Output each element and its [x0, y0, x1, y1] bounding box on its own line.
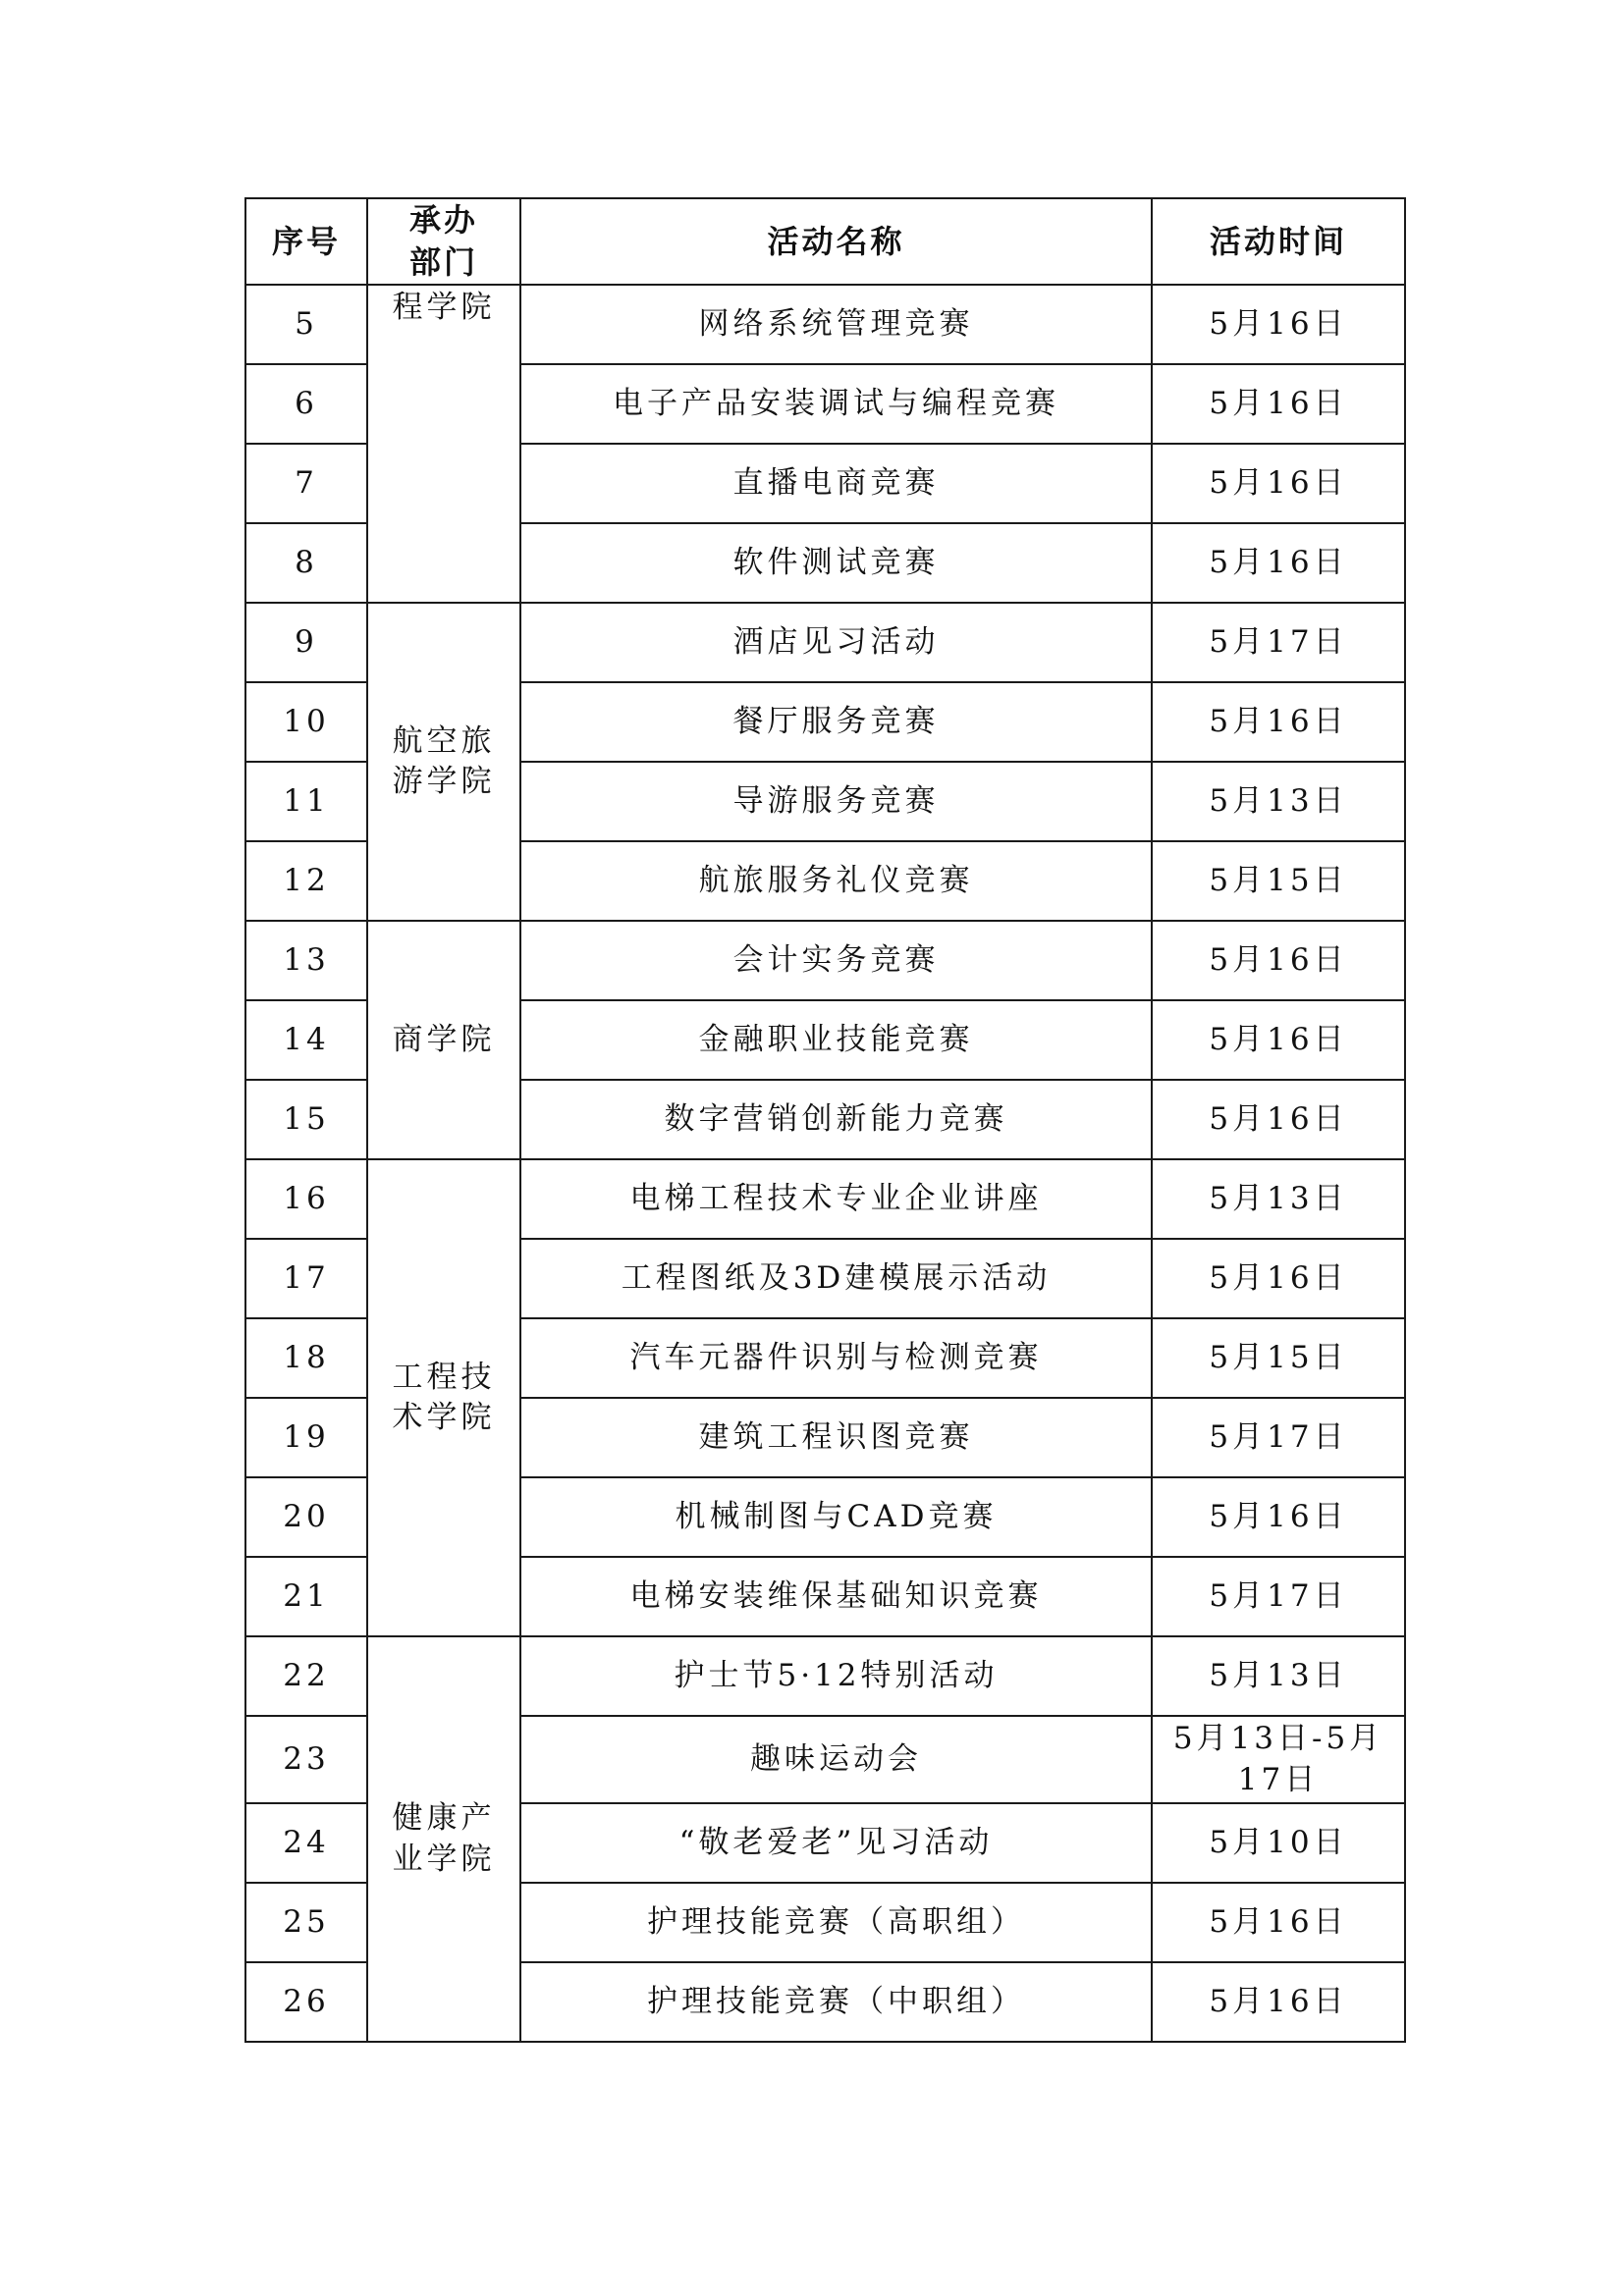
row-no: 15	[245, 1080, 367, 1159]
row-name: 电梯安装维保基础知识竞赛	[520, 1557, 1152, 1636]
row-name: 金融职业技能竞赛	[520, 1000, 1152, 1080]
table-row	[245, 1159, 1405, 1239]
activity-table	[244, 197, 1406, 2043]
row-name: 餐厅服务竞赛	[520, 682, 1152, 762]
row-date: 5月16日	[1152, 1000, 1405, 1080]
header-date: 活动时间	[1152, 198, 1405, 285]
row-name: 护理技能竞赛（中职组）	[520, 1962, 1152, 2042]
row-date: 5月17日	[1152, 1557, 1405, 1636]
row-no: 7	[245, 444, 367, 523]
dept-line: 商学院	[392, 1021, 496, 1057]
row-name: 酒店见习活动	[520, 603, 1152, 682]
header-dept	[367, 198, 520, 285]
dept-cell	[367, 921, 520, 1159]
row-date: 5月13日	[1152, 1636, 1405, 1716]
row-name: 汽车元器件识别与检测竞赛	[520, 1318, 1152, 1398]
row-name: 建筑工程识图竞赛	[520, 1398, 1152, 1477]
dept-line: 程学院	[392, 290, 496, 326]
row-no: 17	[245, 1239, 367, 1318]
header-dept-line2: 部门	[408, 243, 478, 282]
row-date	[1152, 1716, 1405, 1803]
dept-cell	[367, 603, 520, 921]
row-date: 5月17日	[1152, 603, 1405, 682]
row-date: 5月17日	[1152, 1398, 1405, 1477]
row-date: 5月16日	[1152, 523, 1405, 603]
dept-line: 游学院	[392, 764, 496, 800]
row-name: 电子产品安装调试与编程竞赛	[520, 364, 1152, 444]
row-name: 航旅服务礼仪竞赛	[520, 841, 1152, 921]
row-date: 5月16日	[1152, 1883, 1405, 1962]
row-name: 护理技能竞赛（高职组）	[520, 1883, 1152, 1962]
row-no: 16	[245, 1159, 367, 1239]
row-name: 趣味运动会	[520, 1716, 1152, 1803]
row-no: 24	[245, 1803, 367, 1883]
row-date: 5月13日	[1152, 762, 1405, 841]
row-name: 电梯工程技术专业企业讲座	[520, 1159, 1152, 1239]
header-name: 活动名称	[520, 198, 1152, 285]
row-no: 18	[245, 1318, 367, 1398]
row-no: 21	[245, 1557, 367, 1636]
row-date: 5月16日	[1152, 1239, 1405, 1318]
row-name: 直播电商竞赛	[520, 444, 1152, 523]
row-date: 5月16日	[1152, 1080, 1405, 1159]
row-no: 23	[245, 1716, 367, 1803]
row-no: 22	[245, 1636, 367, 1716]
row-date: 5月16日	[1152, 1477, 1405, 1557]
row-no: 9	[245, 603, 367, 682]
dept-line: 术学院	[392, 1400, 496, 1436]
table-row	[245, 285, 1405, 364]
row-date: 5月15日	[1152, 841, 1405, 921]
row-date: 5月13日	[1152, 1159, 1405, 1239]
row-no: 13	[245, 921, 367, 1000]
dept-cell	[367, 285, 520, 603]
row-name: 机械制图与CAD竞赛	[520, 1477, 1152, 1557]
row-date-line: 5月13日-5月	[1172, 1721, 1384, 1757]
row-no: 5	[245, 285, 367, 364]
dept-line: 工程技	[392, 1359, 496, 1395]
row-date: 5月15日	[1152, 1318, 1405, 1398]
dept-line: 航空旅	[392, 722, 496, 759]
dept-line: 业学院	[392, 1841, 496, 1877]
row-no: 26	[245, 1962, 367, 2042]
row-no: 10	[245, 682, 367, 762]
header-no: 序号	[245, 198, 367, 285]
row-date: 5月10日	[1152, 1803, 1405, 1883]
table-row	[245, 603, 1405, 682]
row-name: 数字营销创新能力竞赛	[520, 1080, 1152, 1159]
dept-cell	[367, 1159, 520, 1636]
table-header-row	[245, 198, 1405, 285]
row-date: 5月16日	[1152, 921, 1405, 1000]
row-name: 导游服务竞赛	[520, 762, 1152, 841]
row-date-line: 17日	[1237, 1761, 1320, 1797]
row-date: 5月16日	[1152, 444, 1405, 523]
row-no: 14	[245, 1000, 367, 1080]
row-name: 软件测试竞赛	[520, 523, 1152, 603]
table-row	[245, 921, 1405, 1000]
row-name: “敬老爱老”见习活动	[520, 1803, 1152, 1883]
table-row	[245, 1636, 1405, 1716]
row-no: 6	[245, 364, 367, 444]
row-no: 19	[245, 1398, 367, 1477]
header-dept-line1: 承办	[408, 201, 478, 239]
row-no: 20	[245, 1477, 367, 1557]
row-name: 工程图纸及3D建模展示活动	[520, 1239, 1152, 1318]
dept-line: 健康产	[392, 1800, 496, 1837]
row-no: 12	[245, 841, 367, 921]
row-date: 5月16日	[1152, 682, 1405, 762]
row-date: 5月16日	[1152, 1962, 1405, 2042]
row-date: 5月16日	[1152, 285, 1405, 364]
row-no: 25	[245, 1883, 367, 1962]
row-no: 8	[245, 523, 367, 603]
dept-cell	[367, 1636, 520, 2042]
row-date: 5月16日	[1152, 364, 1405, 444]
row-name: 网络系统管理竞赛	[520, 285, 1152, 364]
row-no: 11	[245, 762, 367, 841]
row-name: 会计实务竞赛	[520, 921, 1152, 1000]
row-name: 护士节5·12特别活动	[520, 1636, 1152, 1716]
